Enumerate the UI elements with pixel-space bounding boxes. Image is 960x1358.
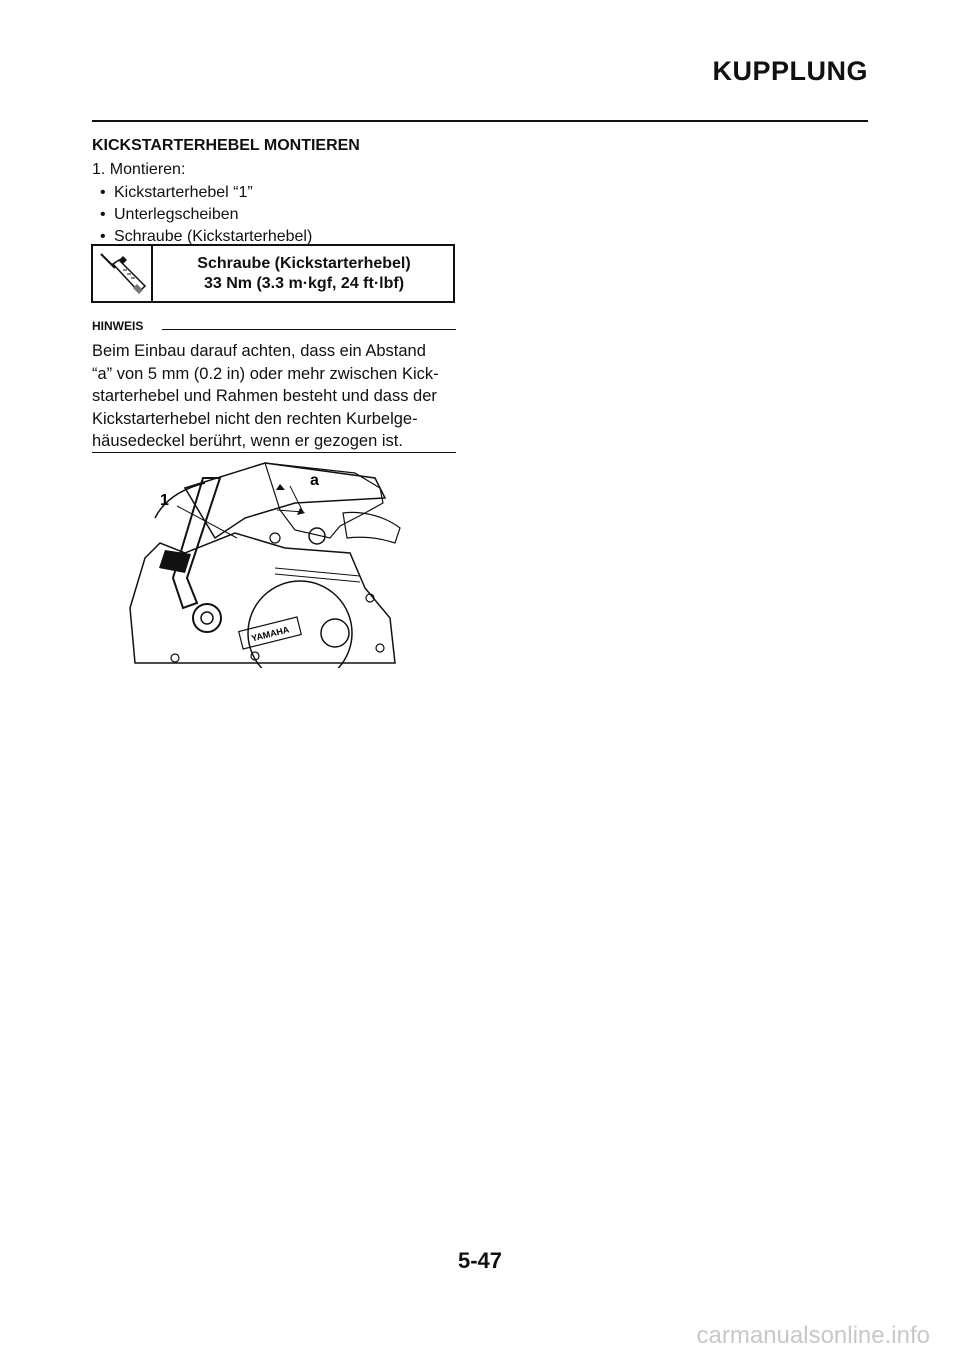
note-end-divider bbox=[92, 452, 456, 453]
note-label: HINWEIS bbox=[92, 319, 144, 333]
note-divider bbox=[162, 329, 456, 330]
kickstarter-engine-illustration bbox=[125, 458, 415, 668]
torque-wrench-icon bbox=[93, 246, 153, 301]
step-1: 1. Montieren: bbox=[92, 161, 186, 178]
figure-label-1: 1 bbox=[160, 492, 169, 509]
note-text: Beim Einbau darauf achten, dass ein Abstand “a” von 5 mm (0.2 in) oder mehr zwischen Kick- starterhebel und Rahmen besteht und dass der Kickstarterhebel nicht den rechten Kurbelge- häusedeckel berührt, wenn er gezogen ist. bbox=[92, 342, 439, 450]
page-header-title: KUPPLUNG bbox=[712, 56, 868, 86]
torque-spec-box bbox=[91, 244, 455, 303]
torque-spec-value: 33 Nm (3.3 m·kgf, 24 ft·lbf) bbox=[203, 275, 405, 292]
list-item: • Kickstarterhebel “1” bbox=[100, 184, 253, 201]
figure-label-a: a bbox=[310, 472, 319, 489]
list-item: • Schraube (Kickstarterhebel) bbox=[100, 228, 313, 245]
brand-label: YAMAHA bbox=[250, 624, 291, 644]
torque-spec-text bbox=[155, 254, 453, 294]
watermark: carmanualsonline.info bbox=[696, 1322, 930, 1349]
torque-spec-part: Schraube (Kickstarterhebel) bbox=[197, 255, 411, 272]
section-title: KICKSTARTERHEBEL MONTIEREN bbox=[92, 137, 360, 154]
header-divider bbox=[92, 120, 868, 122]
parts-list bbox=[100, 182, 312, 248]
list-item: • Unterlegscheiben bbox=[100, 206, 239, 223]
page-number: 5-47 bbox=[457, 1248, 503, 1273]
